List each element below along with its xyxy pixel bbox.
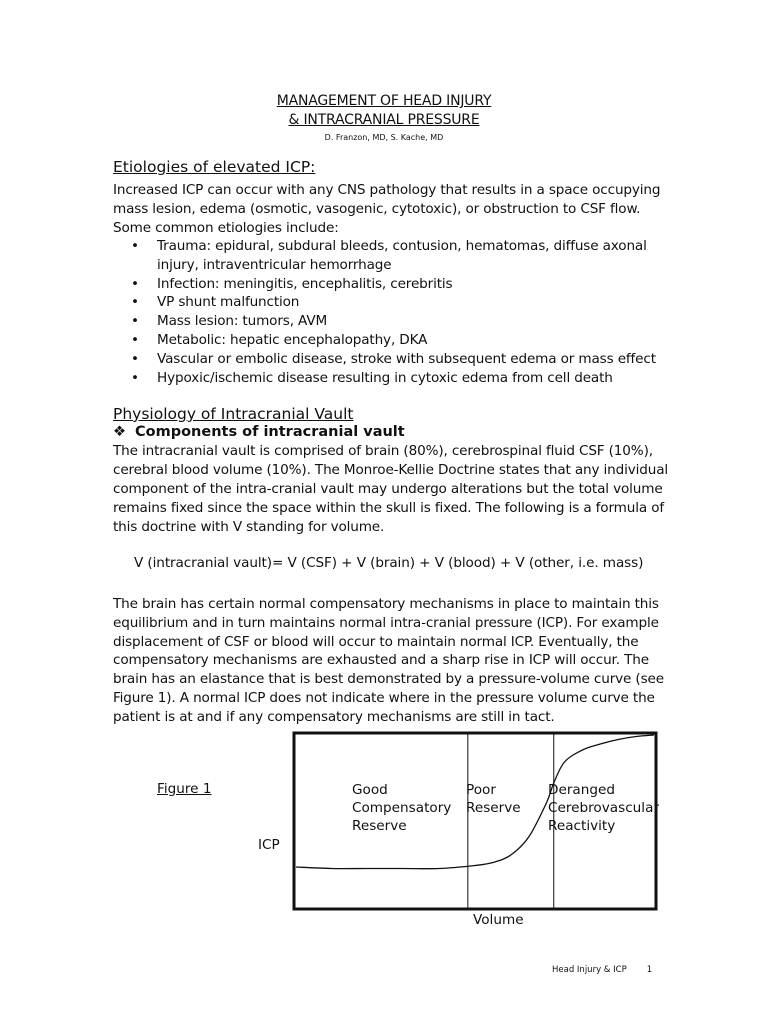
diamond-bullet-icon: ❖ (113, 424, 126, 440)
footer-label: Head Injury & ICP (552, 965, 627, 975)
y-axis-label: ICP (258, 837, 280, 853)
physiology-paragraph-1: The intracranial vault is comprised of brain (80%), cerebrospinal fluid CSF (10%), cerebral blood volume (10%). The Monroe-Kellie Doctrine states that any individual component of the intra-cranial vault may undergo alterations but the total volume remains fixed since the space within the skull is fixed. The following is a formula of this doctrine with V standing for volume. (113, 443, 669, 535)
document-title-line1: MANAGEMENT OF HEAD INJURY (276, 93, 492, 109)
list-item: • VP shunt malfunction (113, 293, 673, 312)
etiologies-heading: Etiologies of elevated ICP: (113, 158, 316, 176)
physiology-heading: Physiology of Intracranial Vault (113, 405, 354, 423)
document-title-line2: & INTRACRANIAL PRESSURE (288, 112, 480, 128)
figure-label: Figure 1 (157, 781, 212, 797)
list-item: • Infection: meningitis, encephalitis, cerebritis (113, 275, 673, 294)
list-item: • Mass lesion: tumors, AVM (113, 312, 673, 331)
etiologies-intro: Increased ICP can occur with any CNS pathology that results in a space occupying mass lesion, edema (osmotic, vasogenic, cytotoxic), or obstruction to CSF flow. Some common etiologies include: (113, 182, 661, 236)
monroe-kellie-formula: V (intracranial vault)= V (CSF) + V (brain) + V (blood) + V (other, i.e. mass) (134, 555, 644, 571)
list-item: • Vascular or embolic disease, stroke with subsequent edema or mass effect (113, 350, 673, 369)
x-axis-label: Volume (473, 912, 524, 928)
page-footer (552, 965, 652, 975)
list-item: • Metabolic: hepatic encephalopathy, DKA (113, 331, 673, 350)
list-item: • Trauma: epidural, subdural bleeds, contusion, hematomas, diffuse axonal injury, intraventricular hemorrhage (113, 237, 673, 275)
zone-label-good-reserve: Good Compensatory Reserve (352, 782, 452, 834)
physiology-paragraph-2: The brain has certain normal compensatory mechanisms in place to maintain this equilibrium and in turn maintains normal intra-cranial pressure (ICP). For example displacement of CSF or blood will occur to maintain normal ICP. Eventually, the compensatory mechanisms are exhausted and a sharp rise in ICP will occur. The brain has an elastance that is best demonstrated by a pressure-volume curve (see Figure 1). A normal ICP does not indicate where in the pressure volume curve the patient is at and if any compensatory mechanisms are still in tact. (113, 596, 664, 725)
components-subheading-text: Components of intracranial vault (135, 424, 405, 440)
document-authors: D. Franzon, MD, S. Kache, MD (324, 133, 444, 142)
list-item: • Hypoxic/ischemic disease resulting in cytoxic edema from cell death (113, 369, 673, 388)
zone-label-deranged-reactivity: Deranged Cerebrovascular Reactivity (548, 782, 659, 834)
zone-label-poor-reserve: Poor Reserve (466, 782, 521, 816)
page-number: 1 (646, 965, 653, 975)
